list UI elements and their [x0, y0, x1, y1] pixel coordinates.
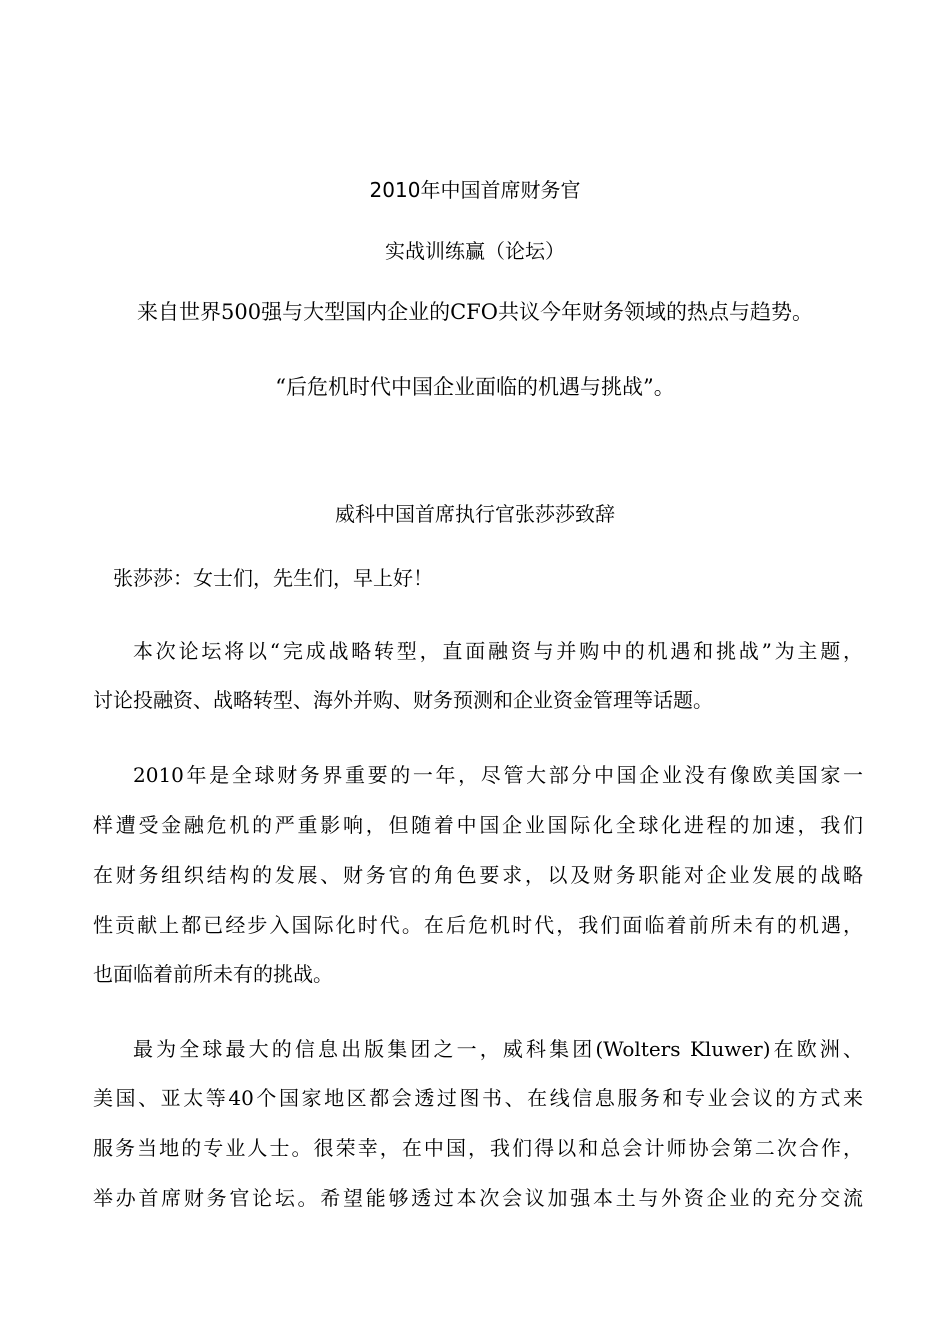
paragraph-1-line-2: 讨论投融资、战略转型、海外并购、财务预测和企业资金管理等话题。	[93, 688, 713, 712]
speech-title: 威科中国首席执行官张莎莎致辞	[335, 502, 615, 526]
paragraph-1-line-1: 本次论坛将以“完成战略转型，直面融资与并购中的机遇和挑战”为主题，	[133, 639, 863, 663]
intro-text: 来自世界500强与大型国内企业的CFO共议今年财务领域的热点与趋势。	[137, 300, 813, 324]
paragraph-3-line-1: 最为全球最大的信息出版集团之一，威科集团(Wolters Kluwer)在欧洲、	[133, 1037, 863, 1061]
paragraph-2-line-1: 2010年是全球财务界重要的一年，尽管大部分中国企业没有像欧美国家一	[133, 763, 863, 787]
paragraph-3-line-2: 美国、亚太等40个国家地区都会透过图书、在线信息服务和专业会议的方式来	[93, 1086, 863, 1110]
speech-greeting: 张莎莎：女士们，先生们，早上好！	[113, 566, 433, 590]
paragraph-3-line-4: 举办首席财务官论坛。希望能够透过本次会议加强本土与外资企业的充分交流	[93, 1186, 863, 1210]
paragraph-2-line-2: 样遭受金融危机的严重影响，但随着中国企业国际化全球化进程的加速，我们	[93, 813, 863, 837]
paragraph-2-line-5: 也面临着前所未有的挑战。	[93, 962, 333, 986]
title-line-2: 实战训练赢（论坛）	[385, 239, 565, 263]
theme-quote: “后危机时代中国企业面临的机遇与挑战”。	[275, 375, 675, 399]
paragraph-3-line-3: 服务当地的专业人士。很荣幸，在中国，我们得以和总会计师协会第二次合作，	[93, 1136, 863, 1160]
title-line-1: 2010年中国首席财务官	[369, 178, 581, 202]
paragraph-2-line-4: 性贡献上都已经步入国际化时代。在后危机时代，我们面临着前所未有的机遇，	[93, 913, 863, 937]
paragraph-2-line-3: 在财务组织结构的发展、财务官的角色要求，以及财务职能对企业发展的战略	[93, 863, 863, 887]
